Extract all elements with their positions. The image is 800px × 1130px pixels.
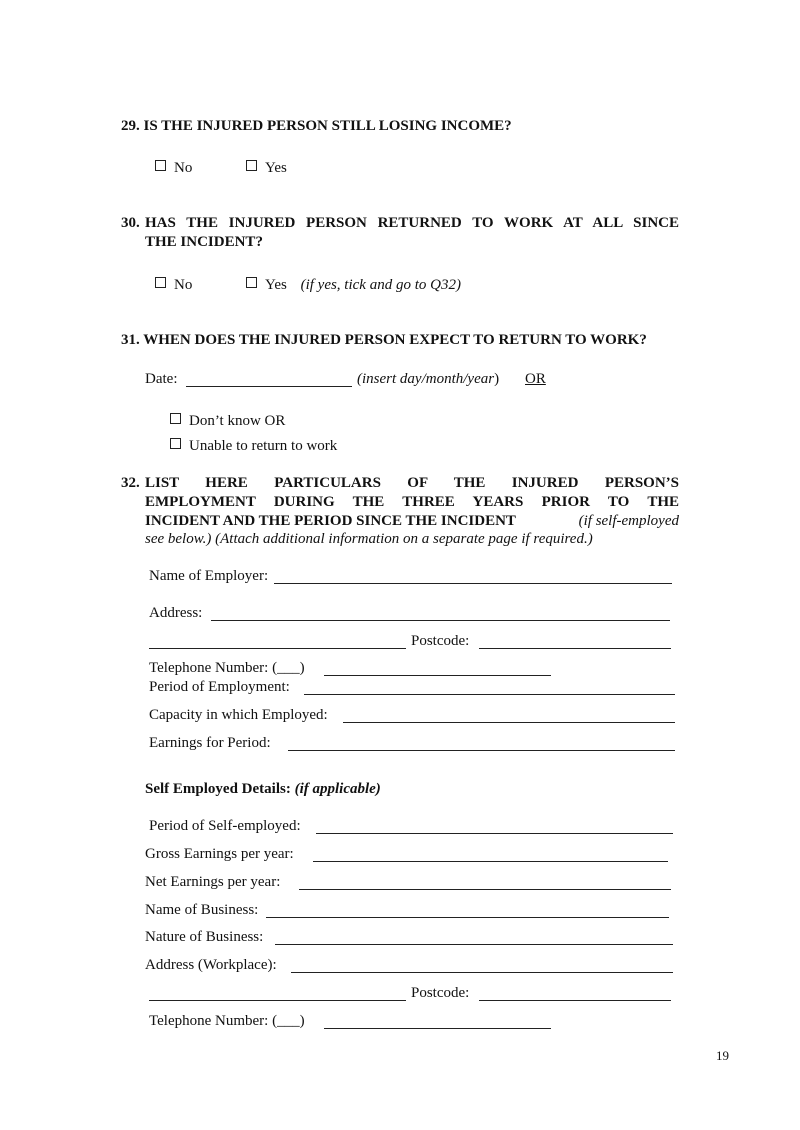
q32-line4: see below.) (Attach additional information on a separate page if required.)	[145, 531, 593, 547]
self-gross-field[interactable]	[313, 861, 668, 862]
q29-question: IS THE INJURED PERSON STILL LOSING INCOME?	[143, 118, 512, 134]
employer-capacity-label: Capacity in which Employed:	[149, 707, 328, 723]
employer-address-label: Address:	[149, 605, 203, 621]
q29-heading	[121, 118, 512, 135]
self-telephone-label: Telephone Number: (___)	[149, 1013, 305, 1029]
q30-number: 30.	[121, 215, 140, 231]
self-net-field[interactable]	[299, 889, 671, 890]
q31-option-unable[interactable]	[170, 438, 337, 455]
q32-line2: EMPLOYMENT DURING THE THREE YEARS PRIOR TO THE	[145, 494, 679, 510]
q32-line3-bold: INCIDENT AND THE PERIOD SINCE THE INCIDENT	[145, 513, 516, 529]
self-postcode-label: Postcode:	[411, 985, 470, 1001]
self-business-name-field[interactable]	[266, 917, 669, 918]
employer-earnings-field[interactable]	[288, 750, 675, 751]
self-postcode-field[interactable]	[479, 1000, 671, 1001]
employer-postcode-label: Postcode:	[411, 633, 470, 649]
self-employed-heading-note: (if applicable)	[294, 781, 381, 797]
q30-yes-label: Yes	[265, 277, 287, 293]
self-address-line2-field[interactable]	[149, 1000, 406, 1001]
q29-yes-label: Yes	[265, 160, 287, 176]
q31-date-note: (insert day/month/year	[357, 371, 495, 387]
self-employed-heading-text: Self Employed Details:	[145, 781, 291, 797]
employer-telephone-field[interactable]	[324, 675, 551, 676]
self-address-field[interactable]	[291, 972, 673, 973]
employer-earnings-label: Earnings for Period:	[149, 735, 271, 751]
q31-date-label: Date:	[145, 371, 178, 387]
q30-no-label: No	[174, 277, 193, 293]
q31-heading	[121, 332, 647, 349]
employer-period-label: Period of Employment:	[149, 679, 290, 695]
q31-question: WHEN DOES THE INJURED PERSON EXPECT TO RETURN TO WORK?	[143, 332, 647, 348]
q29-option-no[interactable]	[155, 160, 192, 177]
q31-dont-know-label: Don’t know OR	[189, 413, 286, 429]
employer-capacity-field[interactable]	[343, 722, 675, 723]
q31-unable-label: Unable to return to work	[189, 438, 338, 454]
employer-name-label: Name of Employer:	[149, 568, 269, 584]
checkbox[interactable]	[170, 413, 181, 424]
q31-date-field[interactable]	[186, 386, 352, 387]
self-business-name-label: Name of Business:	[145, 902, 259, 918]
q30-yes-note: (if yes, tick and go to Q32)	[300, 277, 461, 293]
q32-line3	[145, 513, 679, 530]
employer-period-field[interactable]	[304, 694, 675, 695]
q30-option-yes[interactable]	[246, 277, 461, 294]
q30-question-line1: HAS THE INJURED PERSON RETURNED TO WORK AT ALL SINCE	[145, 215, 679, 231]
self-net-label: Net Earnings per year:	[145, 874, 281, 890]
self-address-label: Address (Workplace):	[145, 957, 277, 973]
q29-option-yes[interactable]	[246, 160, 287, 177]
q29-no-label: No	[174, 160, 193, 176]
employer-name-field[interactable]	[274, 583, 672, 584]
self-business-nature-label: Nature of Business:	[145, 929, 264, 945]
q29-number: 29.	[121, 118, 140, 134]
employer-address-field[interactable]	[211, 620, 670, 621]
checkbox[interactable]	[246, 160, 257, 171]
q31-number: 31.	[121, 332, 140, 348]
self-gross-label: Gross Earnings per year:	[145, 846, 294, 862]
q30-option-no[interactable]	[155, 277, 192, 294]
checkbox[interactable]	[155, 277, 166, 288]
page-number: 19	[716, 1048, 729, 1063]
employer-telephone-label: Telephone Number: (___)	[149, 660, 305, 676]
self-period-field[interactable]	[316, 833, 673, 834]
q31-option-dont-know[interactable]	[170, 413, 285, 430]
q32-number: 32.	[121, 475, 140, 491]
q31-date-note-close: )	[494, 371, 500, 387]
self-period-label: Period of Self-employed:	[149, 818, 301, 834]
self-business-nature-field[interactable]	[275, 944, 673, 945]
q32-line1: LIST HERE PARTICULARS OF THE INJURED PERSON’S	[145, 475, 679, 491]
checkbox[interactable]	[155, 160, 166, 171]
q30-question-line2: THE INCIDENT?	[145, 234, 263, 250]
employer-address-line2-field[interactable]	[149, 648, 406, 649]
checkbox[interactable]	[246, 277, 257, 288]
q32-line3-note: (if self-employed	[578, 513, 679, 529]
q31-date-note-group	[357, 371, 499, 388]
checkbox[interactable]	[170, 438, 181, 449]
employer-postcode-field[interactable]	[479, 648, 671, 649]
self-telephone-field[interactable]	[324, 1028, 551, 1029]
q31-or: OR	[525, 371, 546, 387]
self-employed-heading	[145, 781, 381, 798]
